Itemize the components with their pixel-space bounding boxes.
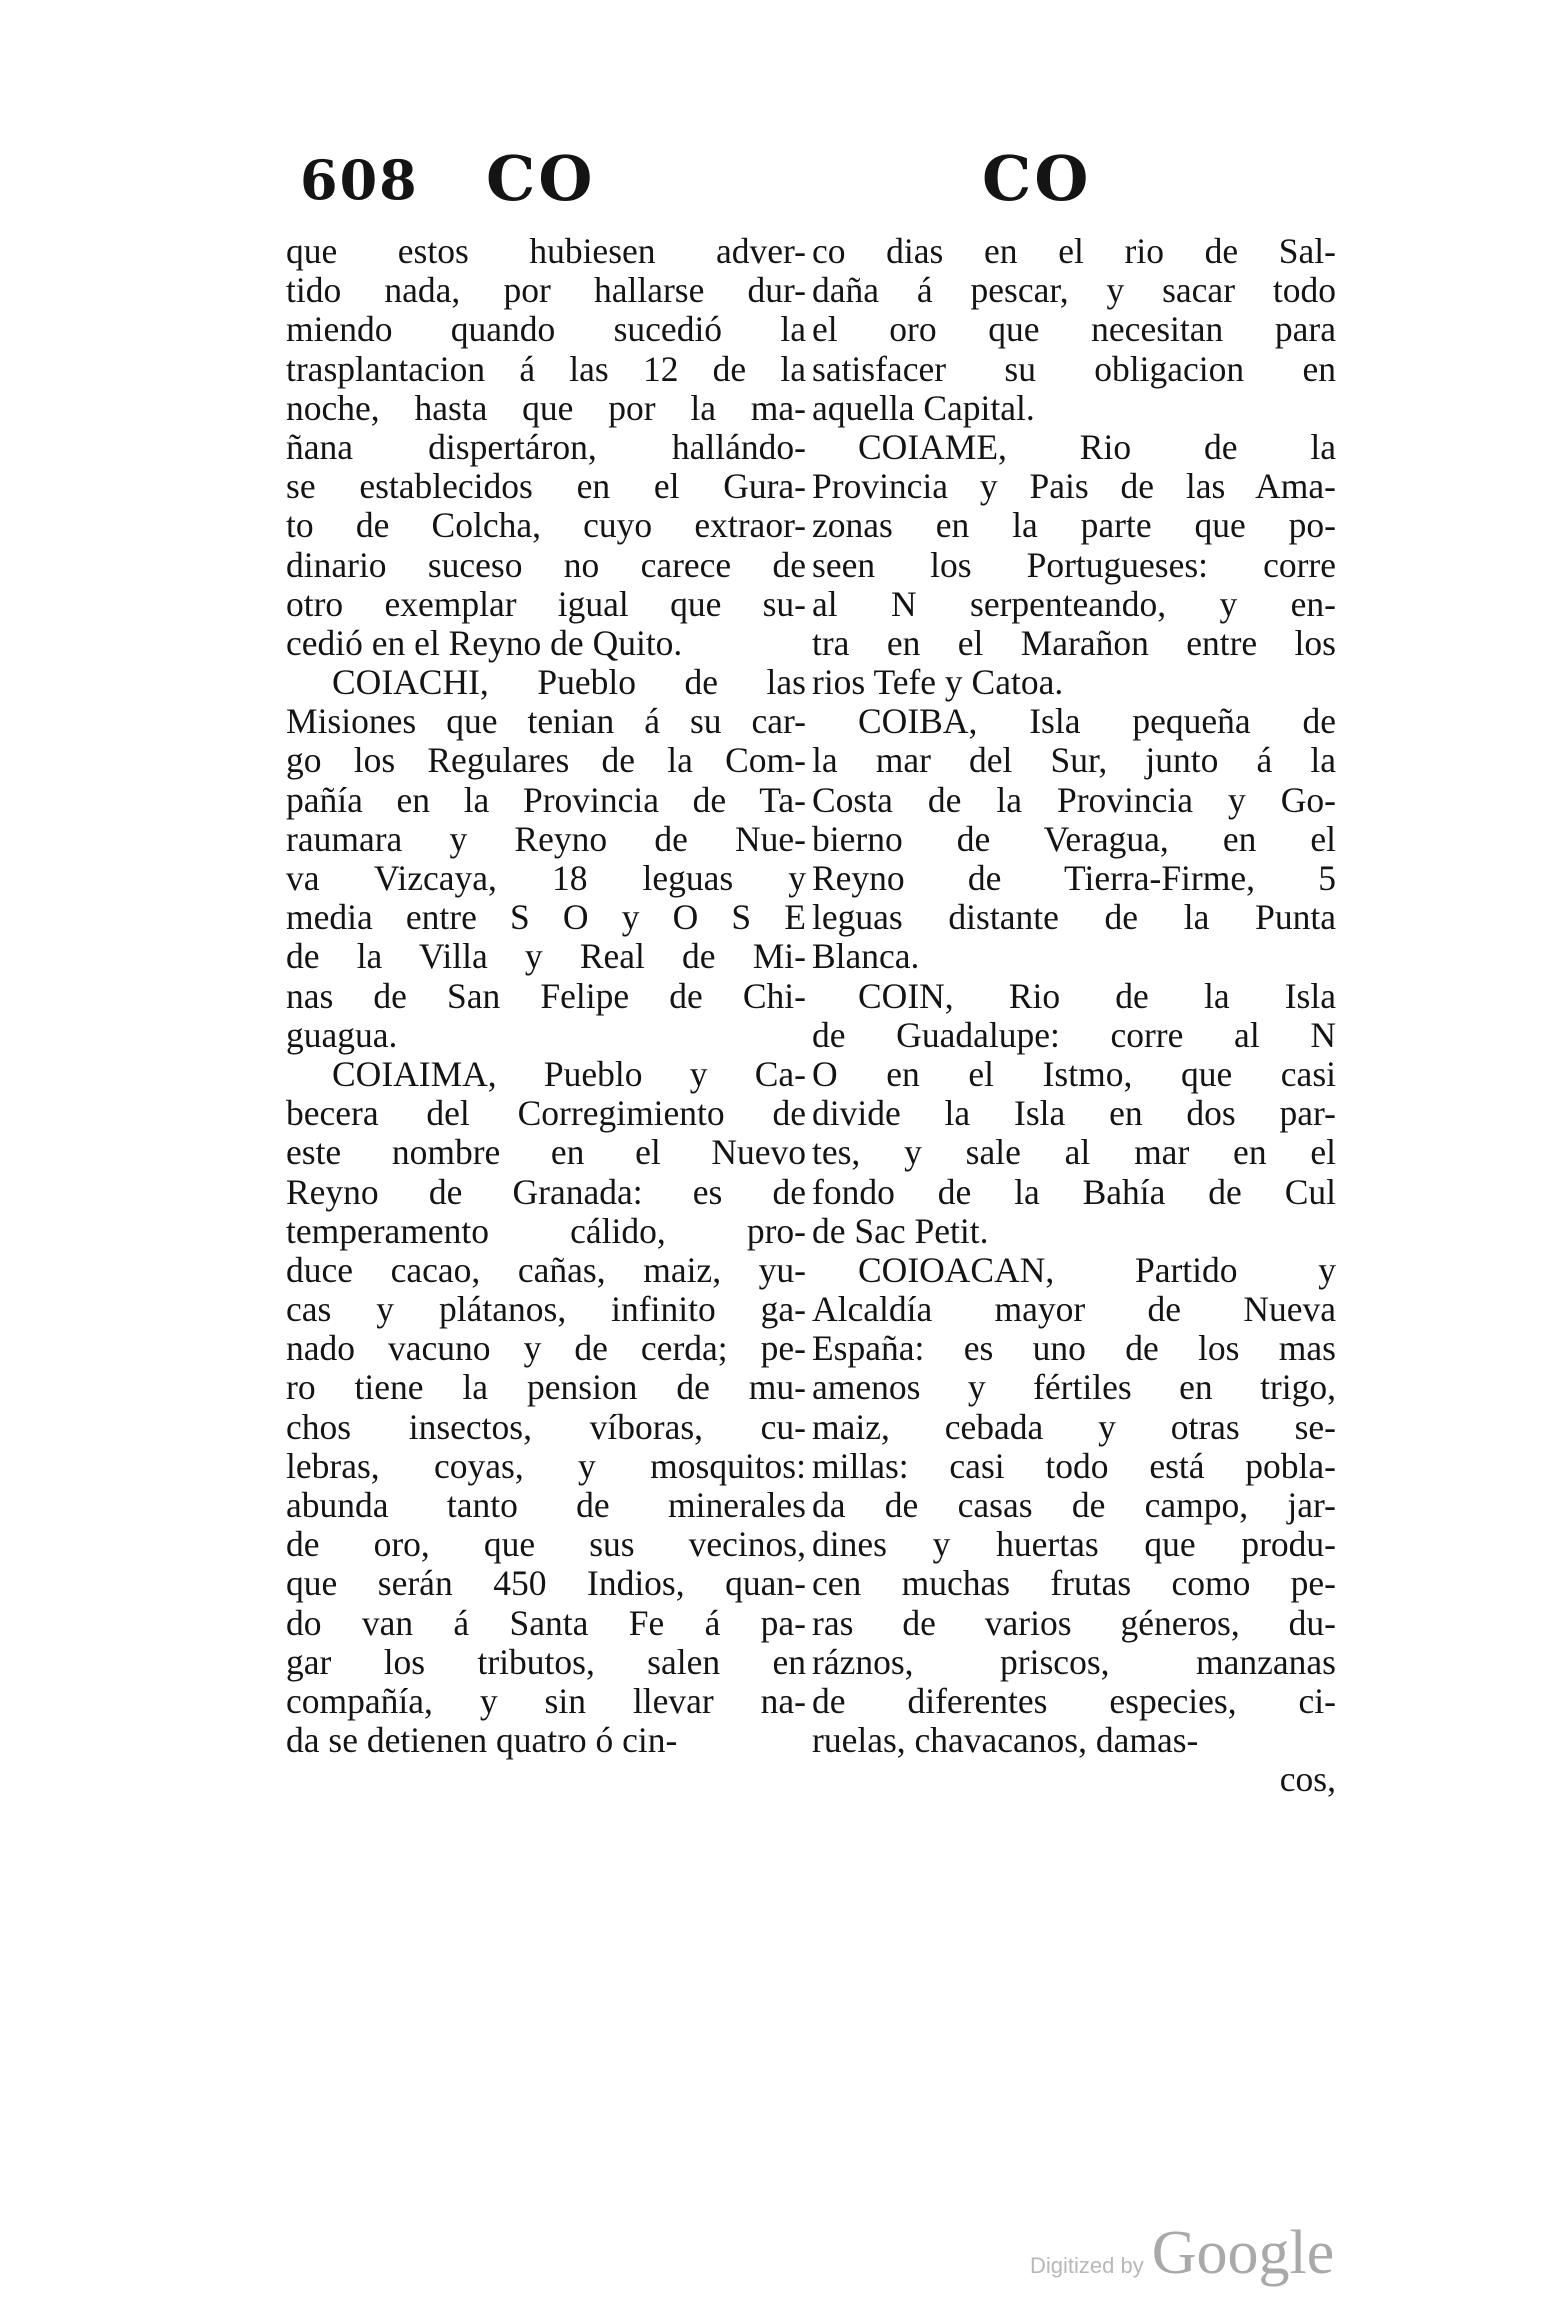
- text-line: duce cacao, cañas, maiz, yu-: [286, 1250, 806, 1290]
- text-line: tes, y sale al mar en el: [812, 1133, 1336, 1173]
- text-line: millas: casi todo está pobla-: [812, 1446, 1336, 1486]
- text-line: Reyno de Granada: es de: [286, 1172, 806, 1212]
- text-line: da se detienen quatro ó cin-: [286, 1721, 678, 1761]
- text-line: zonas en la parte que po-: [812, 506, 1336, 546]
- text-line: pañía en la Provincia de Ta-: [286, 780, 806, 820]
- google-logo: Google: [1151, 2219, 1335, 2287]
- text-line: amenos y fértiles en trigo,: [812, 1368, 1336, 1408]
- text-line: compañía, y sin llevar na-: [286, 1681, 806, 1721]
- catchword: cos,: [1279, 1760, 1336, 1800]
- text-line: dinario suceso no carece de: [286, 545, 806, 585]
- text-line: rios Tefe y Catoa.: [812, 663, 1064, 703]
- text-line: se establecidos en el Gura-: [286, 467, 806, 507]
- text-line: bierno de Veragua, en el: [812, 819, 1336, 859]
- text-line: maiz, cebada y otras se-: [812, 1407, 1336, 1447]
- digitized-by-watermark: [1030, 2218, 1334, 2289]
- text-line: COIACHI, Pueblo de las: [332, 663, 806, 703]
- text-line: fondo de la Bahía de Cul: [812, 1172, 1336, 1212]
- text-line: tido nada, por hallarse dur-: [286, 271, 806, 311]
- right-text-column: [812, 232, 1336, 1800]
- text-line: de Guadalupe: corre al N: [812, 1015, 1336, 1055]
- text-line: lebras, coyas, y mosquitos:: [286, 1446, 806, 1486]
- text-line: cas y plátanos, infinito ga-: [286, 1290, 806, 1330]
- text-line: go los Regulares de la Com-: [286, 741, 806, 781]
- text-line: de Sac Petit.: [812, 1211, 989, 1251]
- text-line: ruelas, chavacanos, damas-: [812, 1721, 1199, 1761]
- text-line: que serán 450 Indios, quan-: [286, 1564, 806, 1604]
- text-line: trasplantacion á las 12 de la: [286, 349, 806, 389]
- text-line: miendo quando sucedió la: [286, 310, 806, 350]
- text-line: COIN, Rio de la Isla: [858, 976, 1336, 1016]
- text-line: Provincia y Pais de las Ama-: [812, 467, 1336, 507]
- text-line: satisfacer su obligacion en: [812, 349, 1336, 389]
- text-line: España: es uno de los mas: [812, 1329, 1336, 1369]
- text-line: gar los tributos, salen en: [286, 1642, 806, 1682]
- text-line: COIBA, Isla pequeña de: [858, 702, 1336, 742]
- text-line: leguas distante de la Punta: [812, 898, 1336, 938]
- text-line: la mar del Sur, junto á la: [812, 741, 1336, 781]
- running-head-left: CO: [486, 142, 596, 215]
- text-line: O en el Istmo, que casi: [812, 1054, 1336, 1094]
- text-line: co dias en el rio de Sal-: [812, 232, 1336, 271]
- text-line: este nombre en el Nuevo: [286, 1133, 806, 1173]
- text-line: de la Villa y Real de Mi-: [286, 937, 806, 977]
- text-line: Blanca.: [812, 937, 920, 977]
- text-line: cedió en el Reyno de Quito.: [286, 623, 683, 663]
- text-line: Reyno de Tierra-Firme, 5: [812, 859, 1336, 898]
- text-line: noche, hasta que por la ma-: [286, 388, 806, 428]
- text-line: Costa de la Provincia y Go-: [812, 780, 1336, 820]
- text-line: ro tiene la pension de mu-: [286, 1368, 806, 1408]
- text-line: to de Colcha, cuyo extraor-: [286, 506, 806, 546]
- text-line: temperamento cálido, pro-: [286, 1211, 806, 1251]
- text-line: de oro, que sus vecinos,: [286, 1525, 806, 1565]
- text-line: daña á pescar, y sacar todo: [812, 271, 1336, 311]
- text-line: raumara y Reyno de Nue-: [286, 819, 806, 859]
- text-line: dines y huertas que produ-: [812, 1525, 1336, 1565]
- text-line: otro exemplar igual que su-: [286, 584, 806, 624]
- left-text-column: [286, 232, 806, 1760]
- text-line: chos insectos, víboras, cu-: [286, 1407, 806, 1447]
- text-line: nado vacuno y de cerda; pe-: [286, 1329, 806, 1369]
- text-line: COIAIMA, Pueblo y Ca-: [332, 1054, 806, 1094]
- text-line: cen muchas frutas como pe-: [812, 1564, 1336, 1604]
- text-line: divide la Isla en dos par-: [812, 1094, 1336, 1134]
- text-line: Alcaldía mayor de Nueva: [812, 1290, 1336, 1330]
- page-number: 608: [300, 148, 419, 212]
- text-line: media entre S O y O S E: [286, 898, 806, 938]
- text-line: COIAME, Rio de la: [858, 427, 1336, 467]
- text-line: aquella Capital.: [812, 388, 1035, 428]
- text-line: ráznos, priscos, manzanas: [812, 1642, 1336, 1682]
- text-line: que estos hubiesen adver-: [286, 232, 806, 271]
- text-line: becera del Corregimiento de: [286, 1094, 806, 1134]
- text-line: nas de San Felipe de Chi-: [286, 976, 806, 1016]
- running-head-right: CO: [982, 142, 1092, 215]
- text-line: tra en el Marañon entre los: [812, 623, 1336, 663]
- text-line: abunda tanto de minerales: [286, 1486, 806, 1525]
- text-line: da de casas de campo, jar-: [812, 1486, 1336, 1525]
- text-line: do van á Santa Fe á pa-: [286, 1603, 806, 1643]
- text-line: el oro que necesitan para: [812, 310, 1336, 350]
- text-line: ñana dispertáron, hallándo-: [286, 427, 806, 467]
- text-line: de diferentes especies, ci-: [812, 1681, 1336, 1721]
- text-line: seen los Portugueses: corre: [812, 545, 1336, 585]
- text-line: guagua.: [286, 1015, 398, 1055]
- text-line: Misiones que tenian á su car-: [286, 702, 806, 742]
- text-line: ras de varios géneros, du-: [812, 1603, 1336, 1643]
- text-line: va Vizcaya, 18 leguas y: [286, 859, 806, 898]
- text-line: COIOACAN, Partido y: [858, 1250, 1336, 1290]
- text-line: al N serpenteando, y en-: [812, 584, 1336, 624]
- watermark-prefix: Digitized by: [1030, 2253, 1144, 2278]
